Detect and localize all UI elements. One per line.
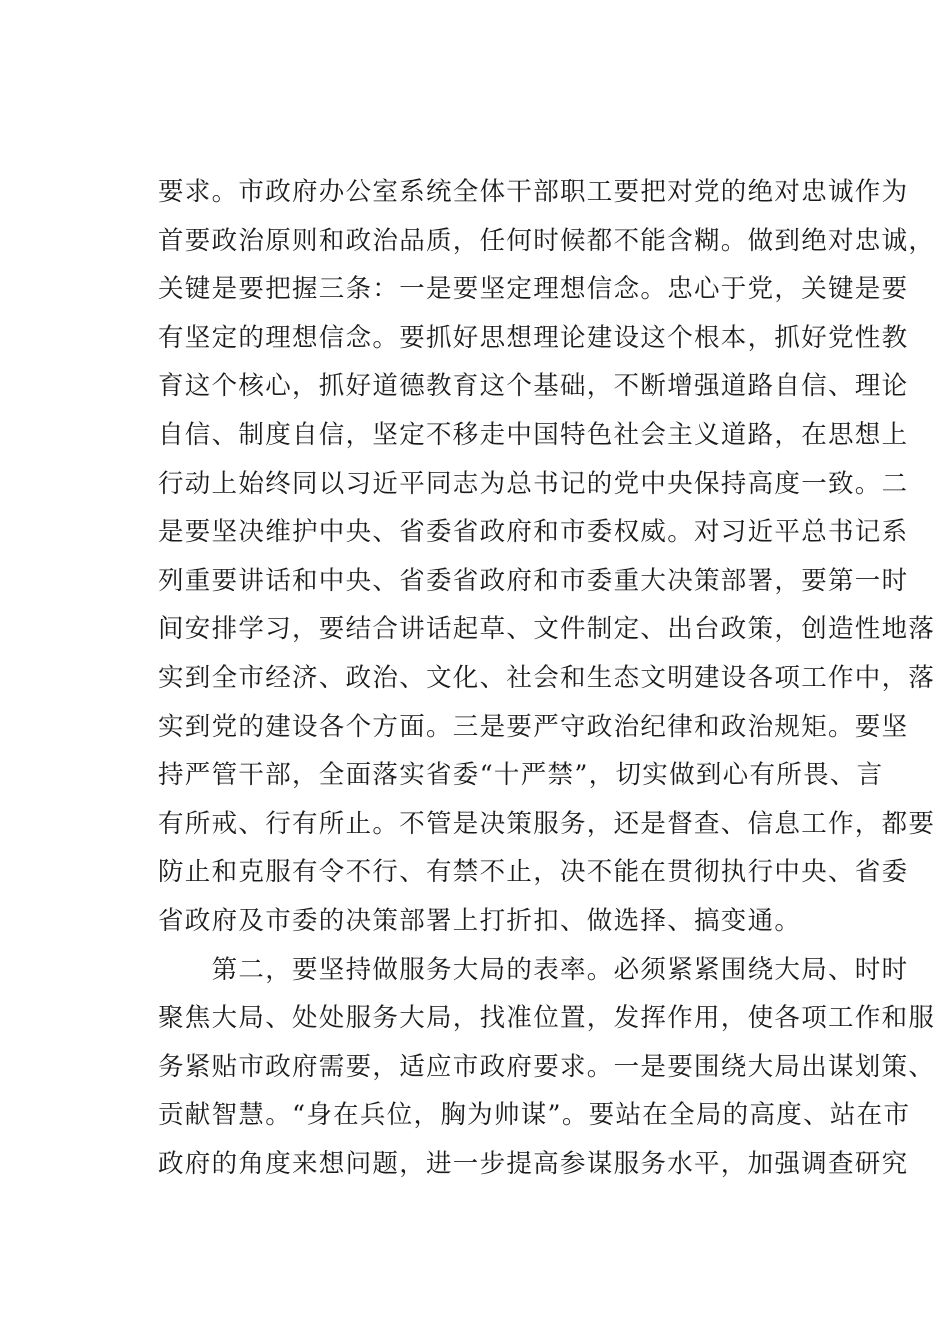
text-line: 实到全市经济、政治、文化、社会和生态文明建设各项工作中，落 (158, 662, 936, 693)
text-line: 关键是要把握三条：一是要坚定理想信念。忠心于党，关键是要 (158, 274, 909, 305)
paragraph-start-line: 第二，要坚持做服务大局的表率。必须紧紧围绕大局、时时 (158, 954, 909, 985)
text-line: 育这个核心，抓好道德教育这个基础，不断增强道路自信、理论 (158, 371, 909, 402)
text-line: 政府的角度来想问题，进一步提高参谋服务水平，加强调查研究 (158, 1148, 909, 1179)
text-line: 有所戒、行有所止。不管是决策服务，还是督查、信息工作，都要 (158, 808, 936, 839)
text-line: 防止和克服有令不行、有禁不止，决不能在贯彻执行中央、省委 (158, 857, 909, 888)
text-line: 实到党的建设各个方面。三是要严守政治纪律和政治规矩。要坚 (158, 711, 909, 742)
text-line: 首要政治原则和政治品质，任何时候都不能含糊。做到绝对忠诚， (158, 225, 936, 256)
text-line: 省政府及市委的决策部署上打折扣、做选择、搞变通。 (158, 905, 802, 936)
text-line: 列重要讲话和中央、省委省政府和市委重大决策部署，要第一时 (158, 565, 909, 596)
text-line: 行动上始终同以习近平同志为总书记的党中央保持高度一致。二 (158, 468, 909, 499)
text-line: 聚焦大局、处处服务大局，找准位置，发挥作用，使各项工作和服 (158, 1003, 936, 1034)
text-line: 持严管干部，全面落实省委“十严禁”，切实做到心有所畏、言 (158, 760, 884, 791)
text-line: 间安排学习，要结合讲话起草、文件制定、出台政策，创造性地落 (158, 614, 936, 645)
text-line: 有坚定的理想信念。要抓好思想理论建设这个根本，抓好党性教 (158, 322, 909, 353)
body-text (158, 168, 936, 1188)
text-line: 务紧贴市政府需要，适应市政府要求。一是要围绕大局出谋划策、 (158, 1051, 936, 1082)
text-line: 是要坚决维护中央、省委省政府和市委权威。对习近平总书记系 (158, 517, 909, 548)
text-line: 贡献智慧。“身在兵位，胸为帅谋”。要站在全局的高度、站在市 (158, 1100, 911, 1131)
text-line: 自信、制度自信，坚定不移走中国特色社会主义道路，在思想上 (158, 419, 909, 450)
text-line: 要求。市政府办公室系统全体干部职工要把对党的绝对忠诚作为 (158, 177, 909, 207)
